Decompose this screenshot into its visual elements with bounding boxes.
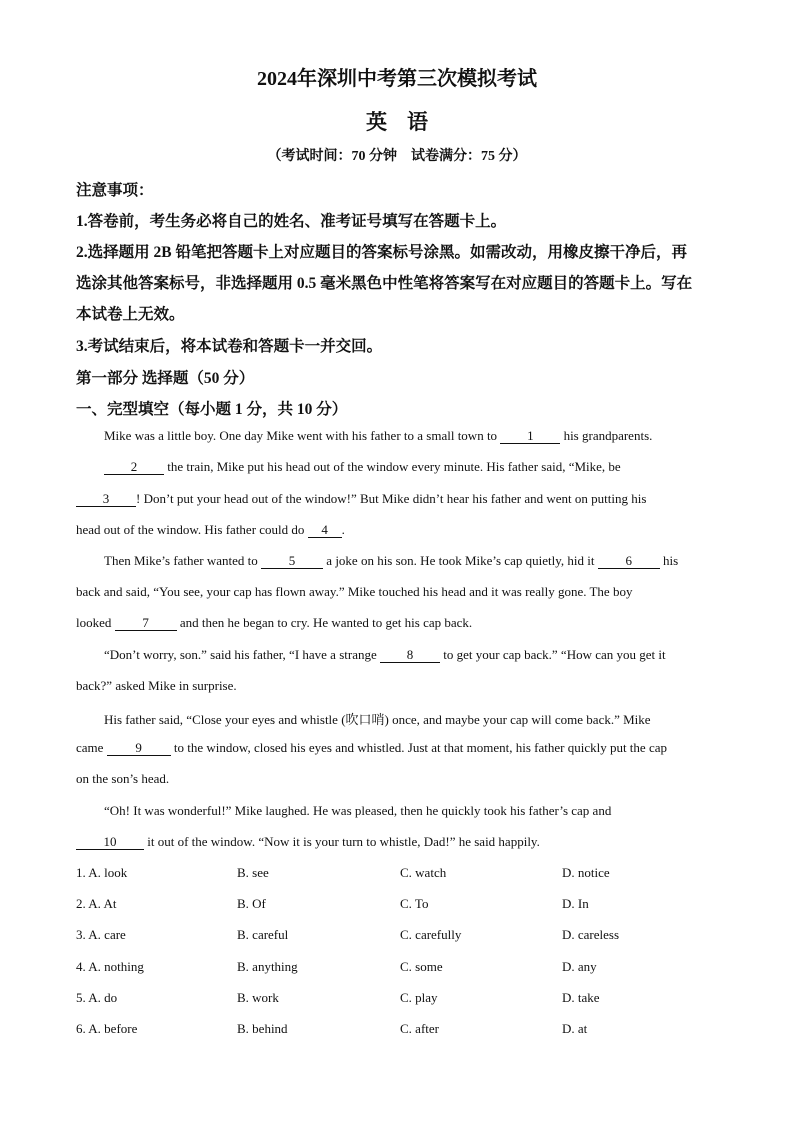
option-b[interactable]: B. anything: [237, 959, 298, 974]
option-d[interactable]: D. careless: [562, 927, 620, 942]
passage-line: on the son’s head.: [76, 771, 170, 786]
blank-3: 3: [76, 492, 136, 507]
page-title: 2024年深圳中考第三次模拟考试: [257, 68, 537, 90]
option-b[interactable]: B. careful: [237, 927, 289, 942]
passage-text: Mike was a little boy. One day Mike went with his father to a small town to: [104, 428, 501, 443]
passage-text: the train, Mike put his head out of the window every minute. His father said, “Mike, be: [164, 459, 621, 474]
option-b[interactable]: B. behind: [237, 1021, 288, 1036]
option-c[interactable]: C. watch: [400, 865, 447, 880]
note-item-1: 1.答卷前，考生务必将自己的姓名、准考证号填写在答题卡上。: [76, 213, 507, 230]
passage-line: [76, 740, 667, 756]
passage-text: it out of the window. “Now it is your turn to whistle, Dad!” he said happily.: [144, 834, 540, 849]
passage-line: [76, 522, 345, 538]
section-heading: 一、完型填空（每小题 1 分，共 10 分）: [76, 401, 348, 418]
passage-line: [76, 834, 540, 850]
blank-6: 6: [598, 554, 660, 569]
option-c[interactable]: C. after: [400, 1021, 439, 1036]
option-b[interactable]: B. work: [237, 990, 279, 1005]
subject-char-2: 语: [407, 110, 428, 134]
option-d[interactable]: D. any: [562, 959, 597, 974]
passage-line: [104, 459, 621, 475]
subject-char-1: 英: [366, 110, 387, 134]
option-a[interactable]: 6. A. before: [76, 1021, 138, 1036]
part-heading: 第一部分 选择题（50 分）: [76, 370, 255, 387]
notes-heading: 注意事项：: [76, 182, 154, 199]
passage-text: looked: [76, 615, 115, 630]
option-b[interactable]: B. see: [237, 865, 269, 880]
passage-line: [104, 553, 678, 569]
passage-line: [76, 491, 646, 507]
option-c[interactable]: C. carefully: [400, 927, 462, 942]
passage-text: and then he began to cry. He wanted to get his cap back.: [176, 615, 473, 630]
option-c[interactable]: C. some: [400, 959, 443, 974]
option-a[interactable]: 1. A. look: [76, 865, 128, 880]
passage-text: came: [76, 740, 107, 755]
blank-9: 9: [107, 741, 171, 756]
blank-1: 1: [500, 429, 560, 444]
option-a[interactable]: 2. A. At: [76, 896, 117, 911]
passage-text: his grandparents.: [560, 428, 653, 443]
option-d[interactable]: D. take: [562, 990, 600, 1005]
subject-title: [0, 106, 794, 136]
option-a[interactable]: 5. A. do: [76, 990, 118, 1005]
passage-line: back?” asked Mike in surprise.: [76, 678, 237, 693]
option-a[interactable]: 4. A. nothing: [76, 959, 144, 974]
passage-text: head out of the window. His father could do: [76, 522, 308, 537]
exam-info: （考试时间：70 分钟 试卷满分：75 分）: [267, 149, 527, 164]
note-item-2-line-2: 选涂其他答案标号，非选择题用 0.5 毫米黑色中性笔将答案写在对应题目的答题卡上。写在: [76, 275, 693, 292]
option-d[interactable]: D. In: [562, 896, 589, 911]
note-item-2-line-3: 本试卷上无效。: [76, 306, 185, 323]
option-a[interactable]: 3. A. care: [76, 927, 126, 942]
option-d[interactable]: D. notice: [562, 865, 610, 880]
blank-5: 5: [261, 554, 323, 569]
passage-line: back and said, “You see, your cap has flown away.” Mike touched his head and it was really gone. The boy: [76, 584, 633, 599]
passage-text: Then Mike’s father wanted to: [104, 553, 262, 568]
blank-10: 10: [76, 835, 144, 850]
passage-line: [104, 647, 666, 663]
passage-text: a joke on his son. He took Mike’s cap quietly, hid it: [323, 553, 598, 568]
passage-text: his: [659, 553, 679, 568]
passage-text: to the window, closed his eyes and whistled. Just at that moment, his father quickly put the cap: [170, 740, 667, 755]
option-c[interactable]: C. To: [400, 896, 429, 911]
blank-7: 7: [115, 616, 177, 631]
blank-2: 2: [104, 460, 164, 475]
passage-line: His father said, “Close your eyes and whistle (吹口哨) once, and maybe your cap will come back.” Mike: [104, 712, 651, 727]
option-c[interactable]: C. play: [400, 990, 438, 1005]
passage-line: “Oh! It was wonderful!” Mike laughed. He was pleased, then he quickly took his father’s cap and: [104, 803, 612, 818]
passage-line: [104, 428, 652, 444]
passage-text: ! Don’t put your head out of the window!” But Mike didn’t hear his father and went on putting his: [136, 491, 647, 506]
passage-line: [76, 615, 472, 631]
blank-8: 8: [380, 648, 440, 663]
note-item-3: 3.考试结束后，将本试卷和答题卡一并交回。: [76, 338, 383, 355]
note-item-2-line-1: 2.选择题用 2B 铅笔把答题卡上对应题目的答案标号涂黑。如需改动，用橡皮擦干净后，再: [76, 244, 687, 261]
passage-text: “Don’t worry, son.” said his father, “I have a strange: [104, 647, 380, 662]
blank-4: 4: [308, 523, 342, 538]
option-d[interactable]: D. at: [562, 1021, 588, 1036]
passage-text: .: [341, 522, 345, 537]
passage-text: to get your cap back.” “How can you get it: [440, 647, 666, 662]
option-b[interactable]: B. Of: [237, 896, 266, 911]
